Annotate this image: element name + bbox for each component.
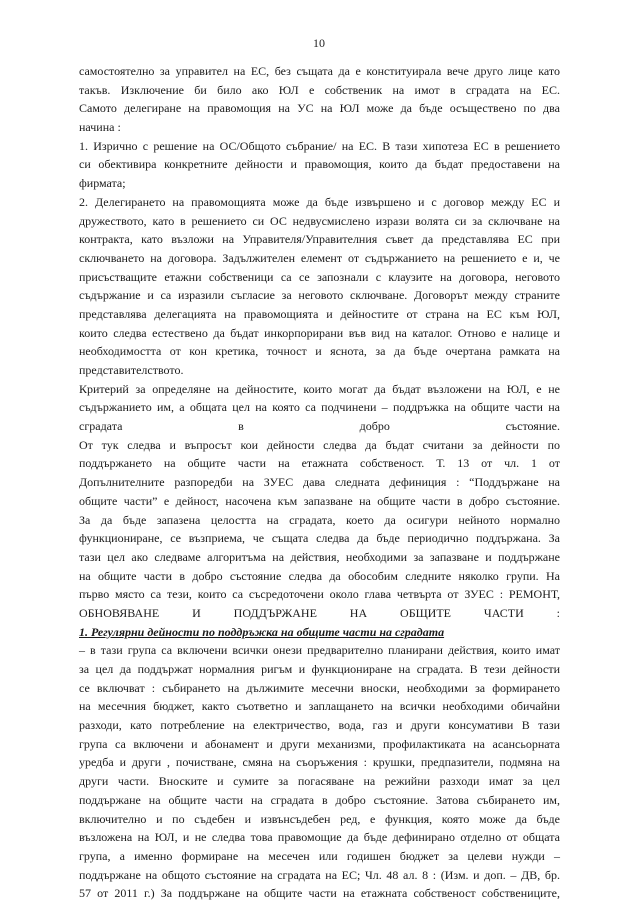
text-line: 1. Изрично с решение на ОС/Общото събрание/ на ЕС. В тази хипотеза ЕС в решението bbox=[79, 138, 560, 153]
text-line: си обективира конкретните дейности и правомощия, които да бъдат предоставени на bbox=[79, 157, 560, 172]
text-line: група са включени и абонамент и други механизми, профилактиката на асансьорната bbox=[79, 736, 560, 751]
text-line: общите части” е дейност, насочена към запазване на общите части в добро състояние. bbox=[79, 493, 560, 508]
text-line: възложена на ЮЛ, и не следва това правомощие да бъде дефинирано отделно от общата bbox=[79, 830, 560, 845]
text-line: група, а именно формиране на месечен или годишен бюджет за целеви нужди – bbox=[79, 848, 560, 863]
text-line: съдържанието им, а общата цел на която са подчинени – поддръжка на общите части на bbox=[79, 400, 560, 415]
text-line: присъстващите етажни собственици са се запознали с клаузите на договора, неговото bbox=[79, 269, 560, 284]
text-line: поддържането на общите части на етажната собственост. Т. 13 от чл. 1 от bbox=[79, 456, 560, 471]
text-line: – в тази група са включени всички онези предварително планирани действия, които имат bbox=[79, 643, 560, 658]
text-line: сградата в добро състояние. bbox=[79, 419, 560, 434]
text-line: поддържане на общите части на сградата в добро състояние. Затова събирането им, bbox=[79, 792, 560, 807]
text-line: уредба и други , почистване, смяна на съоръжения : крушки, предпазители, подмяна на bbox=[79, 755, 560, 770]
text-line: фирмата; bbox=[79, 176, 126, 191]
text-line: Критерий за определяне на дейностите, които могат да бъдат възложени на ЮЛ, е не bbox=[79, 381, 560, 396]
section-heading: 1. Регулярни дейности по поддръжка на общите части на сградата bbox=[79, 624, 445, 639]
text-line: такъв. Изключение би било ако ЮЛ е собственик на имот в сградата на ЕС. bbox=[79, 82, 560, 97]
text-line: на общите части в добро състояние следва да обособим следните няколко групи. На bbox=[79, 568, 560, 583]
text-line: съдържание и са изразили съгласие за неговото сключване. Договорът между страните bbox=[79, 288, 560, 303]
text-line: Допълнителните разпоредби на ЗУЕС дава следната дефиниция : “Поддържане на bbox=[79, 475, 560, 490]
document-body bbox=[79, 62, 560, 903]
text-line: За да бъде запазена целостта на сградата, което да осигури нейното нормално bbox=[79, 512, 560, 527]
text-line: контракта, като възложи на Управителя/Управителния съвет да представлява ЕС при bbox=[79, 232, 560, 247]
text-line: ОБНОВЯВАНЕ И ПОДДЪРЖАНЕ НА ОБЩИТЕ ЧАСТИ : bbox=[79, 605, 560, 620]
text-line: за цел да поддържат нормалния ригъм и функциониране на сградата. В тези дейности bbox=[79, 662, 560, 676]
text-line: други части. Вноските и сумите за погасяване на режийни разходи имат за цел bbox=[79, 774, 560, 789]
text-line: 2. Делегирането на правомощията може да бъде извършено и с договор между ЕС и bbox=[79, 194, 560, 209]
text-line: разходи, като потребление на електричество, вода, газ и други консумативи В тази bbox=[79, 718, 560, 733]
text-line: Самото делегиране на правомощия на УС на ЮЛ може да бъде осъществено по два bbox=[79, 101, 560, 116]
text-line: представителството. bbox=[79, 363, 184, 377]
text-line: представлява делегацията на правомощията и дейностите от страна на ЕС към ЮЛ, bbox=[79, 306, 560, 321]
text-line: необходимостта от кон кретика, точност и яснота, за да бъде очертана рамката на bbox=[79, 344, 560, 359]
text-line: тази цел ако следваме алгоритъма на действия, необходими за запазване и поддържане bbox=[79, 549, 560, 564]
text-line: включително и по съдебен и извънсъдебен ред, е функция, която може да бъде bbox=[79, 811, 560, 826]
text-line: функциониране, се възприема, че същата следва да бъде периодично поддържана. За bbox=[79, 531, 560, 546]
text-line: поддържане на общото състояние на сградата на ЕС; Чл. 48 ал. 8 : (Изм. и доп. – ДВ, бр. bbox=[79, 867, 560, 882]
text-line: първо място са тези, които са съсредоточени около глава четвърта от ЗУЕС : РЕМОНТ, bbox=[79, 587, 560, 602]
text-line: сключването на договора. Задължителен елемент от съдържанието на решението е и, че bbox=[79, 250, 560, 265]
text-line: се включват : събирането на дължимите месечни вноски, необходими за формирането bbox=[79, 680, 560, 695]
text-line: От тук следва и въпросът кои дейности следва да бъдат считани за дейности по bbox=[79, 437, 560, 452]
text-line: на месечния бюджет, както съответно и заплащането на всички необходими обичайни bbox=[79, 699, 560, 714]
page-number: 10 bbox=[313, 36, 325, 50]
text-line: които следва естествено да бъдат инкорпорирани във вид на каталог. Отново е налице и bbox=[79, 325, 560, 340]
text-line: 57 от 2011 г.) За поддържане на общите части на етажната собственост собствениците, bbox=[79, 886, 560, 901]
text-line: самостоятелно за управител на ЕС, без същата да е конституирала вече друго лице като bbox=[79, 64, 560, 78]
text-line: дружеството, като в решението си ОС недвусмислено изрази волята си за сключване на bbox=[79, 213, 560, 228]
text-line: начина : bbox=[79, 120, 121, 135]
